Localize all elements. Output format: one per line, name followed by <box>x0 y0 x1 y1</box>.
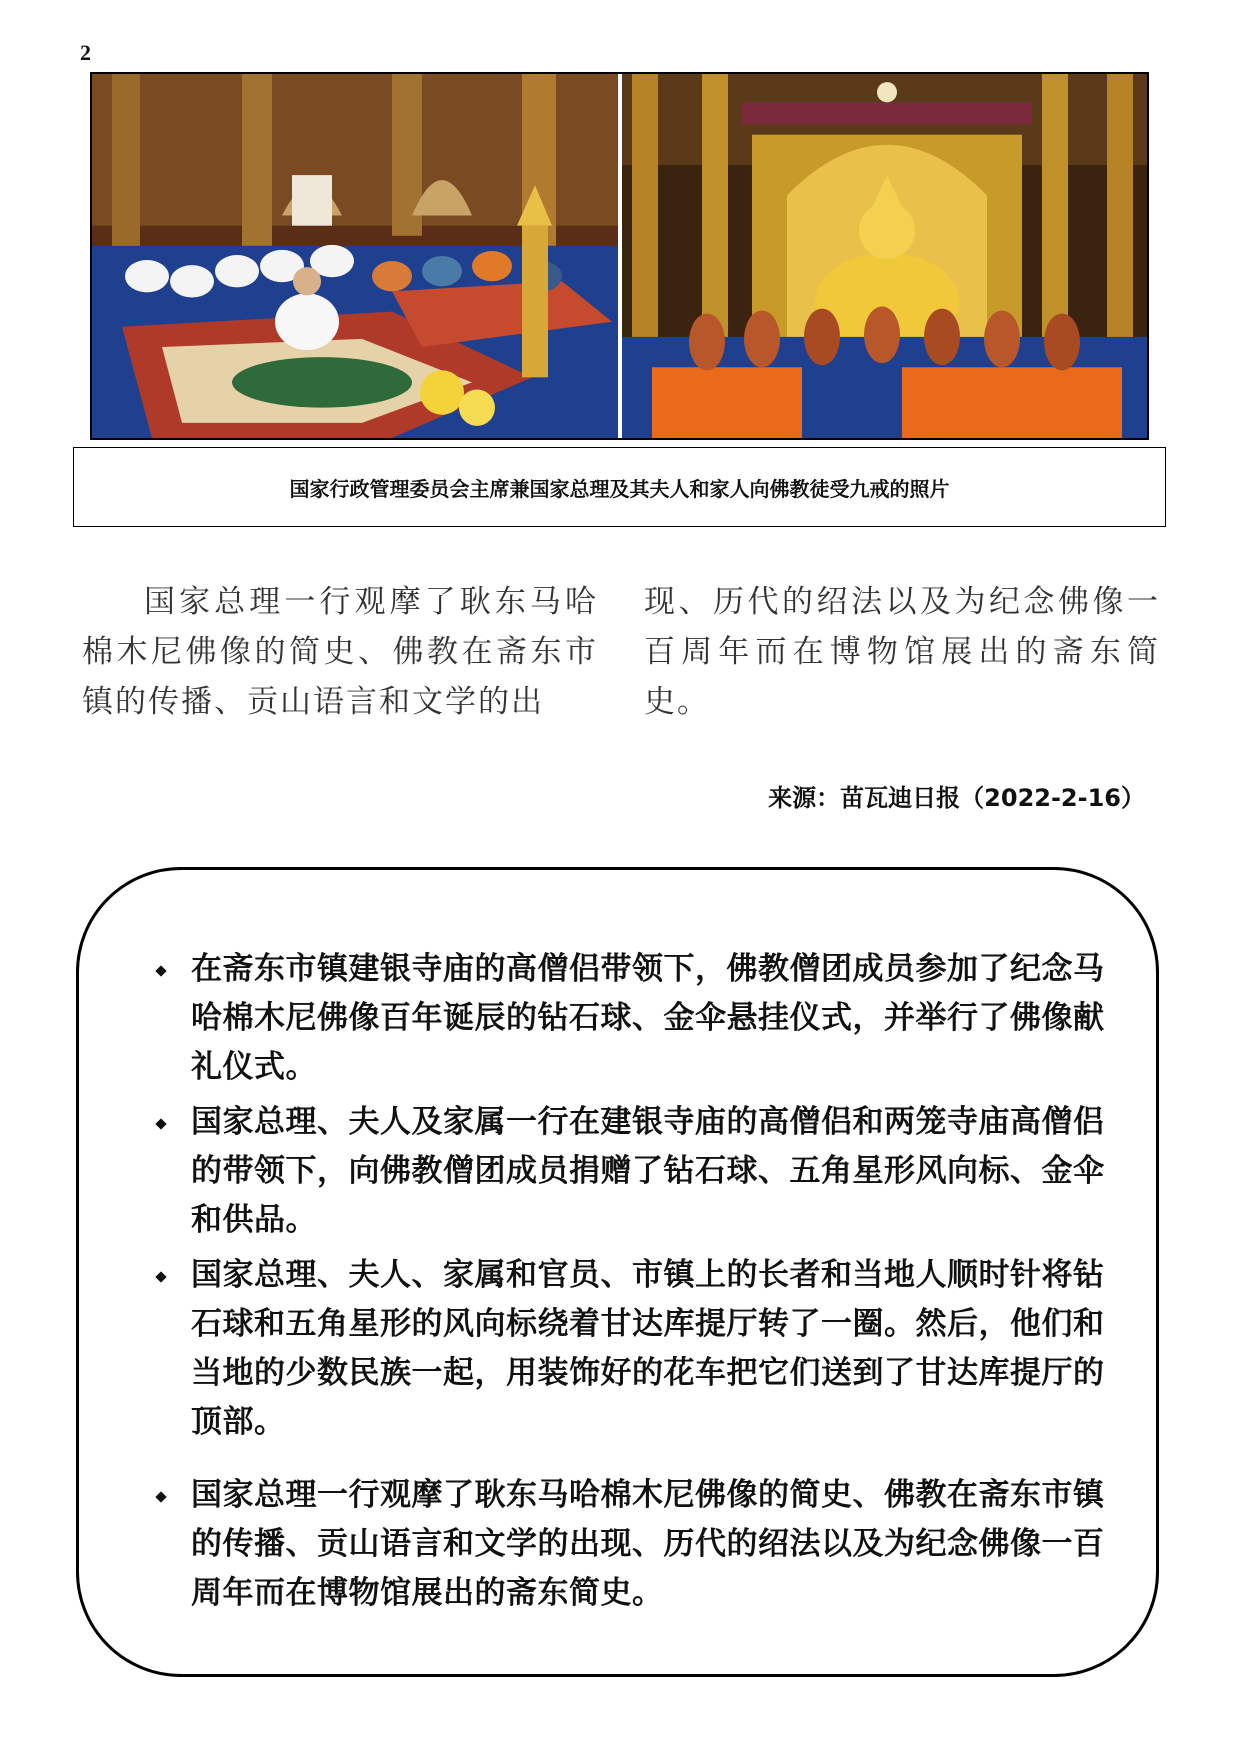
summary-list <box>119 945 1119 1624</box>
diamond-bullet-icon <box>155 1118 166 1129</box>
diamond-bullet-icon <box>155 1491 166 1502</box>
photo-caption-box <box>73 447 1166 527</box>
article-column-left: 国家总理一行观摩了耿东马哈棉木尼佛像的简史、佛教在斋东市镇的传播、贡山语言和文学的出 <box>82 584 598 720</box>
photo-pair <box>90 72 1149 440</box>
temple-ceremony-photo <box>92 74 622 438</box>
diamond-bullet-icon <box>155 1271 166 1282</box>
summary-item-text: 国家总理、夫人及家属一行在建银寺庙的高僧侣和两笼寺庙高僧侣的带领下，向佛教僧团成员捐赠了钻石球、五角星形风向标、金伞和供品。 <box>191 1104 1105 1238</box>
summary-box <box>76 867 1159 1677</box>
photo-caption: 国家行政管理委员会主席兼国家总理及其夫人和家人向佛教徒受九戒的照片 <box>289 476 950 501</box>
source-citation: 来源：苗瓦迪日报（2022-2-16） <box>768 784 1145 812</box>
diamond-bullet-icon <box>155 965 166 976</box>
summary-item <box>119 945 1119 1092</box>
summary-item <box>119 1471 1119 1618</box>
summary-item <box>119 1251 1119 1447</box>
summary-item-text: 国家总理一行观摩了耿东马哈棉木尼佛像的简史、佛教在斋东市镇的传播、贡山语言和文学的出现、历代的绍法以及为纪念佛像一百周年而在博物馆展出的斋东简史。 <box>191 1477 1105 1611</box>
article-body <box>82 577 1162 737</box>
golden-buddha-shrine-photo <box>622 74 1147 438</box>
page-number: 2 <box>80 40 91 65</box>
summary-item-text: 在斋东市镇建银寺庙的高僧侣带领下，佛教僧团成员参加了纪念马哈棉木尼佛像百年诞辰的钻石球、金伞悬挂仪式，并举行了佛像献礼仪式。 <box>191 951 1105 1085</box>
summary-item <box>119 1098 1119 1245</box>
summary-item-text: 国家总理、夫人、家属和官员、市镇上的长者和当地人顺时针将钻石球和五角星形的风向标绕着甘达库提厅转了一圈。然后，他们和当地的少数民族一起，用装饰好的花车把它们送到了甘达库提厅的顶部。 <box>191 1257 1105 1440</box>
article-column-right: 现、历代的绍法以及为纪念佛像一百周年而在博物馆展出的斋东简史。 <box>644 584 1160 720</box>
